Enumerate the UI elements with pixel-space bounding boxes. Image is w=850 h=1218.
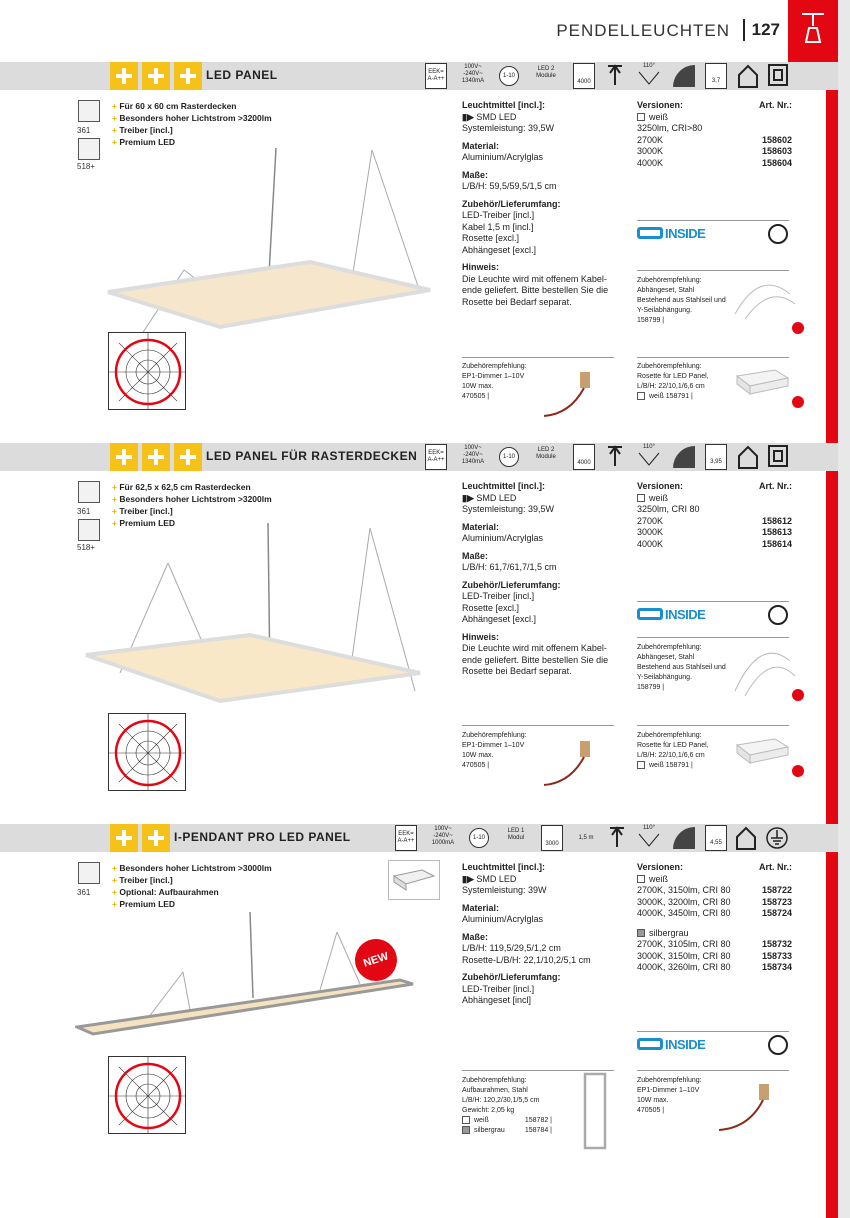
zubehoer-label: Zubehör/Lieferumfang:	[462, 198, 561, 209]
divider	[637, 357, 789, 358]
hinweis-label: Hinweis:	[462, 262, 500, 272]
indoor-icon	[737, 444, 759, 470]
version-variant: 3000K	[637, 527, 664, 537]
plus-icon	[110, 62, 138, 90]
version-row[interactable]	[637, 897, 792, 909]
zubehoer-item: Kabel 1,5 m [incl.]	[462, 221, 534, 232]
version-variant: 2700K, 3105lm, CRI 80	[637, 939, 731, 949]
acc-line: L/B/H: 22/10,1/6,6 cm	[637, 383, 705, 390]
spec-column	[462, 862, 632, 1007]
acc-line: 10W max.	[637, 1097, 669, 1104]
bullet-item: + Besonders hoher Lichtstrom >3200lm	[112, 493, 272, 505]
zubehoer-item: Rosette [excl.]	[462, 602, 520, 613]
acc-artnr: weiß 158791 |	[649, 393, 693, 400]
thumb-number: 518+	[77, 543, 96, 552]
protection-class-icon	[767, 444, 789, 470]
color-swatch-grey	[462, 1126, 470, 1134]
acc-artnr: 470505 |	[637, 1107, 665, 1114]
version-variant: 2700K, 3150lm, CRI 80	[637, 885, 731, 895]
leuchtmittel-label: Leuchtmittel [incl.]:	[462, 862, 545, 872]
bullet-item: + Besonders hoher Lichtstrom >3200lm	[112, 112, 272, 124]
acc-label: Zubehörempfehlung:	[637, 1077, 702, 1084]
acc-line: Bestehend aus Stahlseil und	[637, 297, 726, 304]
acc-label: Zubehörempfehlung:	[462, 363, 527, 370]
dimmable-icon: 1-10	[469, 828, 489, 848]
divider	[462, 725, 614, 726]
plus-icon	[110, 443, 138, 471]
systemleistung: Systemleistung: 39,5W	[462, 504, 555, 514]
voltage-icon: 100V~ -240V~ 1340mA	[461, 445, 485, 465]
version-variant: 3000K	[637, 146, 664, 156]
beam-angle-icon	[635, 825, 663, 851]
hinweis-line: Rosette bei Bedarf separat.	[462, 296, 572, 307]
leuchtmittel-label: Leuchtmittel [incl.]:	[462, 100, 545, 110]
acc-line: 10W max.	[462, 752, 494, 759]
ceiling-mount-icon	[605, 444, 625, 470]
beam-angle-value: 110°	[643, 444, 655, 450]
led-icon: ▮▶	[462, 492, 477, 503]
new-marker-icon	[792, 396, 804, 408]
masse-label: Maße:	[462, 169, 489, 180]
article-number: 158613	[761, 527, 792, 537]
new-marker-icon	[792, 322, 804, 334]
acc-label: Zubehörempfehlung:	[462, 732, 527, 739]
lumen-icon: 3000	[541, 825, 563, 851]
category-tab[interactable]	[788, 0, 838, 62]
version-row[interactable]	[637, 135, 792, 147]
accessory-mounting-frame[interactable]	[462, 1076, 552, 1136]
article-number: 158723	[761, 896, 792, 907]
acc-line: Abhängeset, Stahl	[637, 654, 695, 661]
led-logo-mark	[637, 608, 663, 620]
article-number: 158612	[761, 515, 792, 526]
accessory-suspension[interactable]	[637, 276, 726, 326]
divider	[637, 601, 789, 602]
light-distribution-diagram	[108, 1056, 186, 1134]
acc-line: L/B/H: 22/10,1/6,6 cm	[637, 752, 705, 759]
feature-bullets	[112, 100, 272, 148]
accessory-rosette[interactable]	[637, 731, 709, 771]
dimmer-icon	[768, 224, 788, 244]
plus-icon	[174, 443, 202, 471]
artnr-label: Art. Nr.:	[758, 100, 792, 110]
material-value: Aluminium/Acrylglas	[462, 152, 544, 162]
lumen-icon: 4000	[573, 444, 595, 470]
color-swatch	[637, 761, 645, 769]
light-distribution-icon	[671, 444, 695, 470]
color-swatch	[637, 113, 645, 121]
accessory-rosette[interactable]	[637, 362, 709, 402]
zubehoer-item: Abhängeset [excl.]	[462, 244, 537, 255]
new-marker-icon	[792, 689, 804, 701]
beam-icon	[635, 451, 663, 467]
acc-line: L/B/H: 120,2/30,1/5,5 cm	[462, 1097, 540, 1104]
color-swatch	[637, 392, 645, 400]
acc-line: Abhängeset, Stahl	[637, 287, 695, 294]
acc-artnr: 158799 |	[637, 684, 665, 691]
dimmer-photo	[540, 364, 600, 419]
acc-line: Gewicht: 2,05 kg	[462, 1107, 515, 1114]
zubehoer-item: Rosette [excl.]	[462, 233, 520, 243]
version-row[interactable]	[637, 939, 792, 951]
acc-label: Zubehörempfehlung:	[637, 644, 702, 651]
dimmer-photo	[540, 733, 600, 788]
feature-bullets	[112, 862, 272, 910]
acc-line: EP1-Dimmer 1–10V	[637, 1087, 700, 1094]
acc-label: Zubehörempfehlung:	[637, 277, 702, 284]
page-header	[0, 0, 850, 62]
protection-class-icon	[767, 63, 789, 89]
weight-icon: 4,55	[705, 825, 727, 851]
acc-line: Rosette für LED Panel,	[637, 373, 709, 380]
article-number: 158722	[761, 885, 792, 895]
page-title: PENDELLEUCHTEN	[556, 21, 730, 40]
version-color: silbergrau	[649, 927, 689, 938]
bullet-item: + Treiber [incl.]	[112, 124, 272, 136]
thumb-number: 518+	[77, 162, 96, 171]
versions-table	[637, 100, 792, 169]
material-label: Material:	[462, 521, 500, 532]
accessory-dimmer[interactable]	[637, 1076, 702, 1116]
beam-icon	[635, 832, 663, 848]
plus-icon	[142, 824, 170, 852]
bullet-item: + Optional: Aufbaurahmen	[112, 886, 272, 898]
frame-color: silbergrau	[474, 1127, 505, 1134]
acc-line: EP1-Dimmer 1–10V	[462, 742, 525, 749]
divider	[462, 1070, 614, 1071]
article-number: 158733	[761, 950, 792, 961]
version-row[interactable]	[637, 146, 792, 158]
masse-value: L/B/H: 59,5/59,5/1,5 cm	[462, 181, 557, 191]
frame-artnr: 158782 |	[524, 1117, 552, 1124]
versions-table	[637, 481, 792, 550]
acc-line: Rosette für LED Panel,	[637, 742, 709, 749]
article-number: 158602	[761, 134, 792, 145]
rosette-photo	[735, 735, 790, 765]
acc-label: Zubehörempfehlung:	[637, 732, 702, 739]
suspension-photo	[730, 641, 800, 701]
product-section-led-panel	[0, 62, 838, 442]
systemleistung: Systemleistung: 39,5W	[462, 123, 555, 133]
spec-column	[462, 481, 632, 678]
hinweis-line: Die Leuchte wird mit offenem Kabel-	[462, 643, 607, 653]
led-module-icon: LED 2 Module	[536, 66, 556, 79]
indoor-icon	[735, 825, 757, 851]
feature-bullets	[112, 481, 272, 529]
artnr-label: Art. Nr.:	[758, 481, 792, 491]
led-inside-logo	[637, 607, 705, 622]
bullet-item: + Treiber [incl.]	[112, 505, 272, 517]
color-swatch-grey	[637, 929, 645, 937]
ceiling-mount-icon	[605, 63, 625, 89]
versionen-label: Versionen:	[637, 862, 684, 872]
material-label: Material:	[462, 902, 500, 913]
version-row[interactable]	[637, 885, 792, 897]
leuchtmittel-value: SMD LED	[476, 873, 517, 884]
acc-line: Y-Seilabhängung.	[637, 674, 693, 681]
eek-icon: EEK= A-A++	[425, 63, 447, 89]
accessory-dimmer[interactable]	[462, 731, 527, 771]
masse-label: Maße:	[462, 931, 489, 942]
accessory-suspension[interactable]	[637, 643, 726, 693]
led-icon: ▮▶	[462, 873, 477, 884]
product-section-led-panel-rasterdecken	[0, 443, 838, 823]
zubehoer-item: Abhängeset [excl.]	[462, 614, 537, 624]
masse-label: Maße:	[462, 550, 489, 561]
led-module-icon: LED 1 Modul	[507, 828, 525, 841]
version-spec: 3250lm, CRI 80	[637, 504, 700, 514]
hinweis-line: Die Leuchte wird mit offenem Kabel-	[462, 273, 607, 284]
led-icon: ▮▶	[462, 111, 477, 122]
thumb-number: 361	[77, 126, 91, 135]
light-distribution-icon	[671, 825, 695, 851]
ground-icon	[765, 825, 789, 851]
acc-line: EP1-Dimmer 1–10V	[462, 373, 525, 380]
material-value: Aluminium/Acrylglas	[462, 914, 544, 924]
bullet-item: + Für 60 x 60 cm Rasterdecken	[112, 100, 272, 112]
led-inside-logo	[637, 1037, 705, 1052]
color-swatch	[637, 875, 645, 883]
versionen-label: Versionen:	[637, 481, 684, 491]
version-color: weiß	[649, 873, 669, 884]
leuchtmittel-value: SMD LED	[476, 492, 517, 503]
version-row[interactable]	[637, 158, 792, 170]
eek-icon: EEK= A-A++	[395, 825, 417, 851]
dimmable-icon: 1-10	[499, 447, 519, 467]
bullet-item: + Premium LED	[112, 898, 272, 910]
voltage-icon: 100V~ -240V~ 1000mA	[431, 826, 455, 846]
pendant-lamp-icon	[788, 0, 838, 62]
version-row[interactable]	[637, 951, 792, 963]
rosette-thumbnail	[388, 860, 440, 900]
rosette-photo	[735, 366, 790, 396]
hinweis-label: Hinweis:	[462, 631, 500, 642]
version-variant: 4000K, 3450lm, CRI 80	[637, 908, 731, 918]
led-logo-mark	[637, 227, 663, 239]
material-label: Material:	[462, 140, 500, 151]
suspension-photo	[730, 274, 800, 324]
divider	[637, 1070, 789, 1071]
weight-icon: 3,7	[705, 63, 727, 89]
thumb-number: 361	[77, 507, 91, 516]
frame-photo	[582, 1072, 608, 1150]
acc-artnr: 470505 |	[462, 393, 490, 400]
acc-line: Aufbaurahmen, Stahl	[462, 1087, 528, 1094]
plus-icon	[110, 824, 138, 852]
leuchtmittel-label: Leuchtmittel [incl.]:	[462, 481, 545, 491]
frame-option-row[interactable]	[462, 1116, 552, 1126]
plus-icon	[174, 62, 202, 90]
zubehoer-item: LED-Treiber [incl.]	[462, 591, 535, 601]
systemleistung: Systemleistung: 39W	[462, 885, 547, 895]
divider	[637, 637, 789, 638]
beam-angle-icon	[635, 444, 663, 470]
light-distribution-diagram	[108, 713, 186, 791]
acc-line: Bestehend aus Stahlseil und	[637, 664, 726, 671]
article-number: 158604	[761, 157, 792, 168]
bullet-item: + Premium LED	[112, 136, 272, 148]
masse-value: Rosette-L/B/H: 22,1/10,2/5,1 cm	[462, 954, 591, 965]
bullet-item: + Treiber [incl.]	[112, 874, 272, 886]
zubehoer-item: Abhängeset [incl]	[462, 995, 532, 1005]
bullet-item: + Besonders hoher Lichtstrom >3000lm	[112, 862, 272, 874]
zubehoer-label: Zubehör/Lieferumfang:	[462, 579, 561, 590]
version-variant: 2700K	[637, 134, 664, 145]
acc-artnr: 158799 |	[637, 317, 665, 324]
plus-icon	[142, 443, 170, 471]
led-inside-text: INSIDE	[665, 226, 706, 241]
beam-angle-value: 110°	[643, 63, 655, 69]
frame-option-row[interactable]	[462, 1126, 552, 1136]
led-logo-mark	[637, 1038, 663, 1050]
divider	[637, 220, 789, 221]
led-inside-text: INSIDE	[665, 1037, 706, 1052]
masse-value: L/B/H: 61,7/61,7/1,5 cm	[462, 562, 557, 572]
version-row[interactable]	[637, 539, 792, 551]
masse-value: L/B/H: 119,5/29,5/1,2 cm	[462, 943, 561, 953]
panel-thumb-icon	[78, 100, 100, 122]
dimmer-photo	[715, 1078, 775, 1134]
article-number: 158603	[761, 146, 792, 156]
acc-line: 10W max.	[462, 383, 494, 390]
divider	[637, 270, 789, 271]
version-variant: 4000K	[637, 157, 664, 168]
frame-color: weiß	[474, 1117, 489, 1124]
new-marker-icon	[792, 765, 804, 777]
eek-icon: EEK= A-A++	[425, 444, 447, 470]
voltage-icon: 100V~ -240V~ 1340mA	[461, 64, 485, 84]
hinweis-line: ende geliefert. Bitte bestellen Sie die	[462, 285, 609, 295]
product-photo	[80, 523, 440, 723]
version-variant: 4000K, 3260lm, CRI 80	[637, 962, 731, 972]
article-number: 158724	[761, 908, 792, 918]
beam-angle-icon	[635, 63, 663, 89]
led-inside-logo	[637, 226, 705, 241]
version-variant: 3000K, 3200lm, CRI 80	[637, 896, 731, 907]
divider	[637, 725, 789, 726]
product-photo	[100, 142, 440, 332]
product-section-i-pendant-pro	[0, 824, 838, 1154]
acc-line: Y-Seilabhängung.	[637, 307, 693, 314]
version-row[interactable]	[637, 516, 792, 528]
ceiling-mount-icon	[607, 825, 627, 851]
hinweis-line: ende geliefert. Bitte bestellen Sie die	[462, 654, 609, 665]
version-row[interactable]	[637, 962, 792, 974]
version-color: weiß	[649, 111, 669, 122]
bullet-item: + Premium LED	[112, 517, 272, 529]
leuchtmittel-value: SMD LED	[476, 111, 517, 122]
divider	[637, 1031, 789, 1032]
versions-table	[637, 862, 792, 974]
zubehoer-item: LED-Treiber [incl.]	[462, 210, 535, 220]
page-number: 127	[751, 20, 780, 39]
version-variant: 3000K, 3150lm, CRI 80	[637, 950, 731, 961]
product-title: I-PENDANT PRO LED PANEL	[174, 830, 351, 844]
frame-artnr: 158784 |	[524, 1127, 552, 1134]
version-spec: 3250lm, CRI>80	[637, 123, 703, 133]
article-number: 158732	[761, 939, 792, 949]
title-separator	[743, 19, 745, 41]
dimmable-icon: 1-10	[499, 66, 519, 86]
color-swatch	[462, 1116, 470, 1124]
zubehoer-label: Zubehör/Lieferumfang:	[462, 972, 561, 982]
version-row[interactable]	[637, 908, 792, 920]
product-title: LED PANEL FÜR RASTERDECKEN	[206, 449, 418, 463]
version-row[interactable]	[637, 527, 792, 539]
accessory-dimmer[interactable]	[462, 362, 527, 402]
light-distribution-icon	[671, 63, 695, 89]
acc-label: Zubehörempfehlung:	[637, 363, 702, 370]
new-badge-text: NEW	[361, 950, 391, 970]
led-module-icon: LED 2 Module	[536, 447, 556, 460]
beam-angle-value: 110°	[643, 825, 655, 831]
side-strip	[838, 0, 850, 1218]
version-variant: 2700K	[637, 515, 664, 526]
acc-artnr: weiß 158791 |	[649, 762, 693, 769]
hinweis-line: Rosette bei Bedarf separat.	[462, 666, 572, 676]
thumb-number: 361	[77, 888, 91, 897]
beam-icon	[635, 70, 663, 86]
driver-thumb-icon	[78, 138, 100, 160]
zubehoer-item: LED-Treiber [incl.]	[462, 983, 535, 994]
panel-thumb-icon	[78, 862, 100, 884]
panel-thumb-icon	[78, 481, 100, 503]
spec-column	[462, 100, 632, 308]
acc-label: Zubehörempfehlung:	[462, 1077, 527, 1084]
lumen-icon: 4000	[573, 63, 595, 89]
indoor-icon	[737, 63, 759, 89]
cable-length-icon: 1,5 m	[578, 835, 594, 841]
artnr-label: Art. Nr.:	[758, 862, 792, 872]
article-number: 158614	[761, 538, 792, 549]
light-distribution-diagram	[108, 332, 186, 410]
version-color: weiß	[649, 492, 669, 503]
weight-icon: 3,95	[705, 444, 727, 470]
color-swatch	[637, 494, 645, 502]
product-title: LED PANEL	[206, 68, 278, 82]
acc-artnr: 470505 |	[462, 762, 490, 769]
led-inside-text: INSIDE	[665, 607, 706, 622]
dimmer-icon	[768, 605, 788, 625]
plus-icon	[142, 62, 170, 90]
version-variant: 4000K	[637, 538, 664, 549]
bullet-item: + Für 62,5 x 62,5 cm Rasterdecken	[112, 481, 272, 493]
article-number: 158734	[761, 962, 792, 972]
material-value: Aluminium/Acrylglas	[462, 533, 544, 543]
versionen-label: Versionen:	[637, 100, 684, 110]
divider	[462, 357, 614, 358]
dimmer-icon	[768, 1035, 788, 1055]
